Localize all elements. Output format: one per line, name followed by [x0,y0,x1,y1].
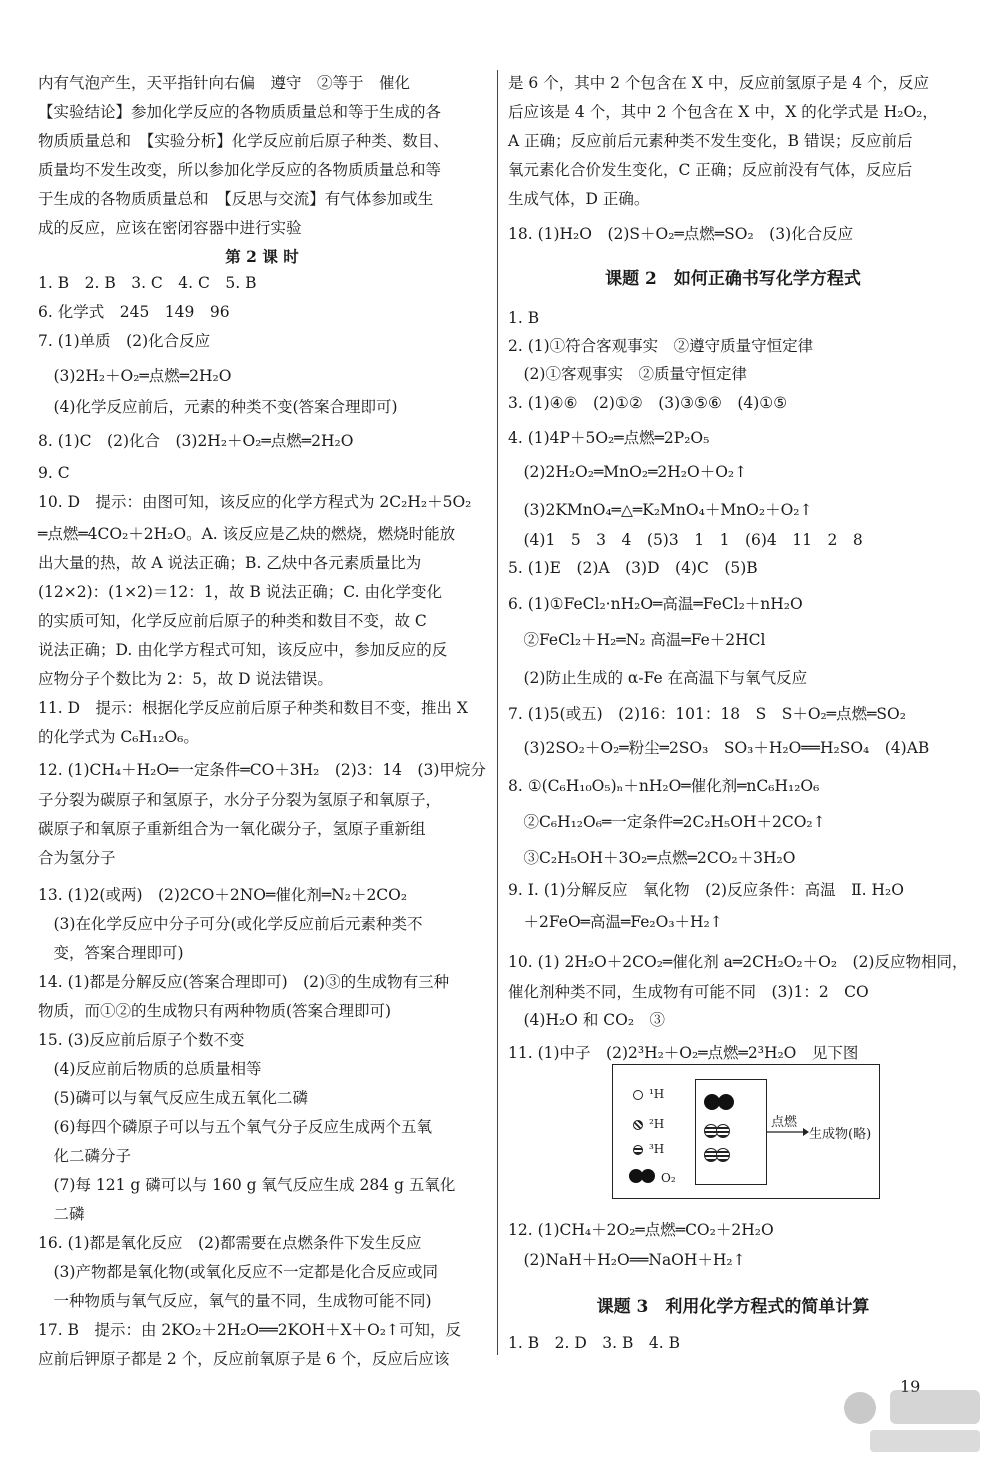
text-line: 是 6 个，其中 2 个包含在 X 中，反应前氢原子是 4 个，反应 [508,74,930,92]
answer-line: (6)每四个磷原子可以与五个氧气分子反应生成两个五氧 [38,1118,432,1136]
answer-line: 1. B 2. D 3. B 4. B [508,1334,680,1352]
page-number: 19 [900,1377,921,1396]
answer-line: (4)1 5 3 4 (5)3 1 1 (6)4 11 2 8 [508,531,863,549]
answer-line: 9. Ⅰ. (1)分解反应 氧化物 (2)反应条件：高温 Ⅱ. H₂O [508,881,904,899]
answer-line: 10. (1) 2H₂O＋2CO₂═催化剂 a═2CH₂O₂＋O₂ (2)反应物相同， [508,953,968,971]
answer-line: 11. D 提示：根据化学反应前后原子种类和数目不变，推出 X [38,699,468,717]
answer-line: ③C₂H₅OH＋3O₂═点燃═2CO₂＋3H₂O [508,849,796,867]
text-line: 于生成的各物质质量总和 【反思与交流】有气体参加或生 [38,190,434,208]
answer-line: 物质，而①②的生成物只有两种物质(答案合理即可) [38,1002,392,1020]
answer-line: 1. B [508,309,540,327]
oxygen-atom-icon [641,1169,655,1183]
oxygen-molecule-icon [718,1094,734,1110]
answer-line: (3)2KMnO₄═△═K₂MnO₄＋MnO₂＋O₂↑ [508,501,813,519]
answer-line: (4)H₂O 和 CO₂ ③ [508,1011,666,1029]
answer-line: 合为氢分子 [38,849,116,867]
answer-line: ②FeCl₂＋H₂═N₂ 高温═Fe＋2HCl [508,631,766,649]
hydrogen-3-atom-icon [633,1145,643,1155]
answer-line: 8. (1)C (2)化合 (3)2H₂＋O₂═点燃═2H₂O [38,432,354,450]
reactant-box [695,1079,767,1185]
lesson-title: 第 2 课 时 [225,247,299,266]
watermark-logo [820,1378,990,1458]
answer-line: 碳原子和氧原子重新组合为一氧化碳分子，氢原子重新组 [38,820,426,838]
answer-line: (3)2H₂＋O₂═点燃═2H₂O [38,367,232,385]
legend-label: ³H [649,1142,665,1156]
answer-line: 的实质可知，化学反应前后原子的种类和数目不变，故 C [38,612,427,630]
answer-line: (3)在化学反应中分子可分(或化学反应前后元素种类不 [38,915,423,933]
answer-line: 6. 化学式 245 149 96 [38,303,230,321]
answer-line: 9. C [38,464,70,482]
legend-label: ²H [649,1117,665,1131]
isotope-diagram [612,1064,880,1199]
hydrogen-1-atom-icon [633,1090,643,1100]
answer-line: 出大量的热，故 A 说法正确；B. 乙炔中各元素质量比为 [38,554,422,572]
answer-line: 7. (1)5(或五) (2)16：101：18 S S＋O₂═点燃═SO₂ [508,705,906,723]
answer-line: 16. (1)都是氧化反应 (2)都需要在点燃条件下发生反应 [38,1234,422,1252]
answer-line: 应前后钾原子都是 2 个，反应前氧原子是 6 个，反应后应该 [38,1350,450,1368]
answer-line: 变，答案合理即可) [38,944,184,962]
answer-line: 7. (1)单质 (2)化合反应 [38,332,211,350]
answer-line: (2)NaH＋H₂O══NaOH＋H₂↑ [508,1251,746,1269]
text-line: 氧元素化合价发生变化，C 正确；反应前没有气体，反应后 [508,161,913,179]
text-line: 生成气体，D 正确。 [508,190,650,208]
answer-line: 5. (1)E (2)A (3)D (4)C (5)B [508,559,758,577]
text-line: 质量均不发生改变，所以参加化学反应的各物质质量总和等 [38,161,442,179]
section-title: 课题 3 利用化学方程式的简单计算 [596,1297,870,1317]
answer-line: 10. D 提示：由图可知，该反应的化学方程式为 2C₂H₂＋5O₂ [38,493,472,511]
answer-line: ═点燃═4CO₂＋2H₂O。A. 该反应是乙炔的燃烧，燃烧时能放 [38,525,456,543]
answer-line: (3)2SO₂＋O₂═粉尘═2SO₃ SO₃＋H₂O══H₂SO₄ (4)AB [508,739,930,757]
answer-line: 12. (1)CH₄＋2O₂═点燃═CO₂＋2H₂O [508,1221,774,1239]
answer-line: 说法正确；D. 由化学方程式可知，该反应中，参加反应的反 [38,641,448,659]
answer-line: (7)每 121 g 磷可以与 160 g 氧气反应生成 284 g 五氧化 [38,1176,456,1194]
answer-line: 6. (1)①FeCl₂·nH₂O═高温═FeCl₂＋nH₂O [508,595,803,613]
answer-line: 13. (1)2(或两) (2)2CO＋2NO═催化剂═N₂＋2CO₂ [38,886,408,904]
tritium-molecule-icon [716,1148,730,1162]
answer-line: 化二磷分子 [38,1147,132,1165]
text-line: A 正确；反应前后元素种类不发生变化，B 错误；反应前后 [508,132,913,150]
legend-label: ¹H [649,1087,665,1101]
product-label: 生成物(略) [809,1127,872,1142]
answer-line: 2. (1)①符合客观事实 ②遵守质量守恒定律 [508,337,814,355]
answer-line: (5)磷可以与氧气反应生成五氧化二磷 [38,1089,308,1107]
answer-line: (2)①客观事实 ②质量守恒定律 [508,365,747,383]
answer-line: 催化剂种类不同，生成物有可能不同 (3)1：2 CO [508,983,869,1001]
answer-line: 3. (1)④⑥ (2)①② (3)③⑤⑥ (4)①⑤ [508,394,788,412]
answer-line: ②C₆H₁₂O₆═一定条件═2C₂H₅OH＋2CO₂↑ [508,813,826,831]
tritium-molecule-icon [716,1124,730,1138]
answer-line: 14. (1)都是分解反应(答案合理即可) (2)③的生成物有三种 [38,973,450,991]
text-line: 后应该是 4 个，其中 2 个包含在 X 中，X 的化学式是 H₂O₂， [508,103,938,121]
text-line: 物质质量总和 【实验分析】化学反应前后原子种类、数目、 [38,132,449,150]
answer-line: 1. B 2. B 3. C 4. C 5. B [38,274,257,292]
answer-line: 的化学式为 C₆H₁₂O₆。 [38,728,199,746]
answer-line: 子分裂为碳原子和氢原子，水分子分裂为氢原子和氧原子， [38,791,442,809]
answer-line: 17. B 提示：由 2KO₂＋2H₂O══2KOH＋X＋O₂↑可知，反 [38,1321,461,1339]
answer-line: 一种物质与氧气反应，氧气的量不同，生成物可能不同) [38,1292,432,1310]
answer-line: (12×2)：(1×2)＝12：1，故 B 说法正确；C. 由化学变化 [38,583,442,601]
answer-line: 15. (3)反应前后原子个数不变 [38,1031,245,1049]
column-divider [497,70,498,1355]
reaction-arrow-icon [767,1127,809,1137]
answer-line: (3)产物都是氧化物(或氧化反应不一定都是化合反应或同 [38,1263,439,1281]
section-title: 课题 2 如何正确书写化学方程式 [605,269,861,289]
answer-line: (4)反应前后物质的总质量相等 [38,1060,262,1078]
answer-line: 12. (1)CH₄＋H₂O═一定条件═CO＋3H₂ (2)3：14 (3)甲烷分 [38,761,486,779]
answer-line: (2)2H₂O₂═MnO₂═2H₂O＋O₂↑ [508,463,748,481]
arrow-label: 点燃 [771,1115,798,1130]
text-line: 【实验结论】参加化学反应的各物质质量总和等于生成的各 [38,103,442,121]
hydrogen-2-atom-icon [633,1120,643,1130]
answer-line: ＋2FeO═高温═Fe₂O₃＋H₂↑ [508,913,723,931]
text-line: 成的反应，应该在密闭容器中进行实验 [38,219,302,237]
answer-line: 应物分子个数比为 2：5，故 D 说法错误。 [38,670,333,688]
legend-label: O₂ [661,1171,676,1185]
answer-line: 二磷 [38,1205,85,1223]
answer-line: 18. (1)H₂O (2)S＋O₂═点燃═SO₂ (3)化合反应 [508,225,854,243]
answer-line: 8. ①(C₆H₁₀O₅)ₙ＋nH₂O═催化剂═nC₆H₁₂O₆ [508,777,820,795]
answer-line: 4. (1)4P＋5O₂═点燃═2P₂O₅ [508,429,710,447]
answer-line: (2)防止生成的 α-Fe 在高温下与氧气反应 [508,669,808,687]
text-line: 内有气泡产生，天平指针向右偏 遵守 ②等于 催化 [38,74,411,92]
answer-line: 11. (1)中子 (2)2³H₂＋O₂═点燃═2³H₂O 见下图 [508,1044,859,1062]
answer-line: (4)化学反应前后，元素的种类不变(答案合理即可) [38,398,398,416]
